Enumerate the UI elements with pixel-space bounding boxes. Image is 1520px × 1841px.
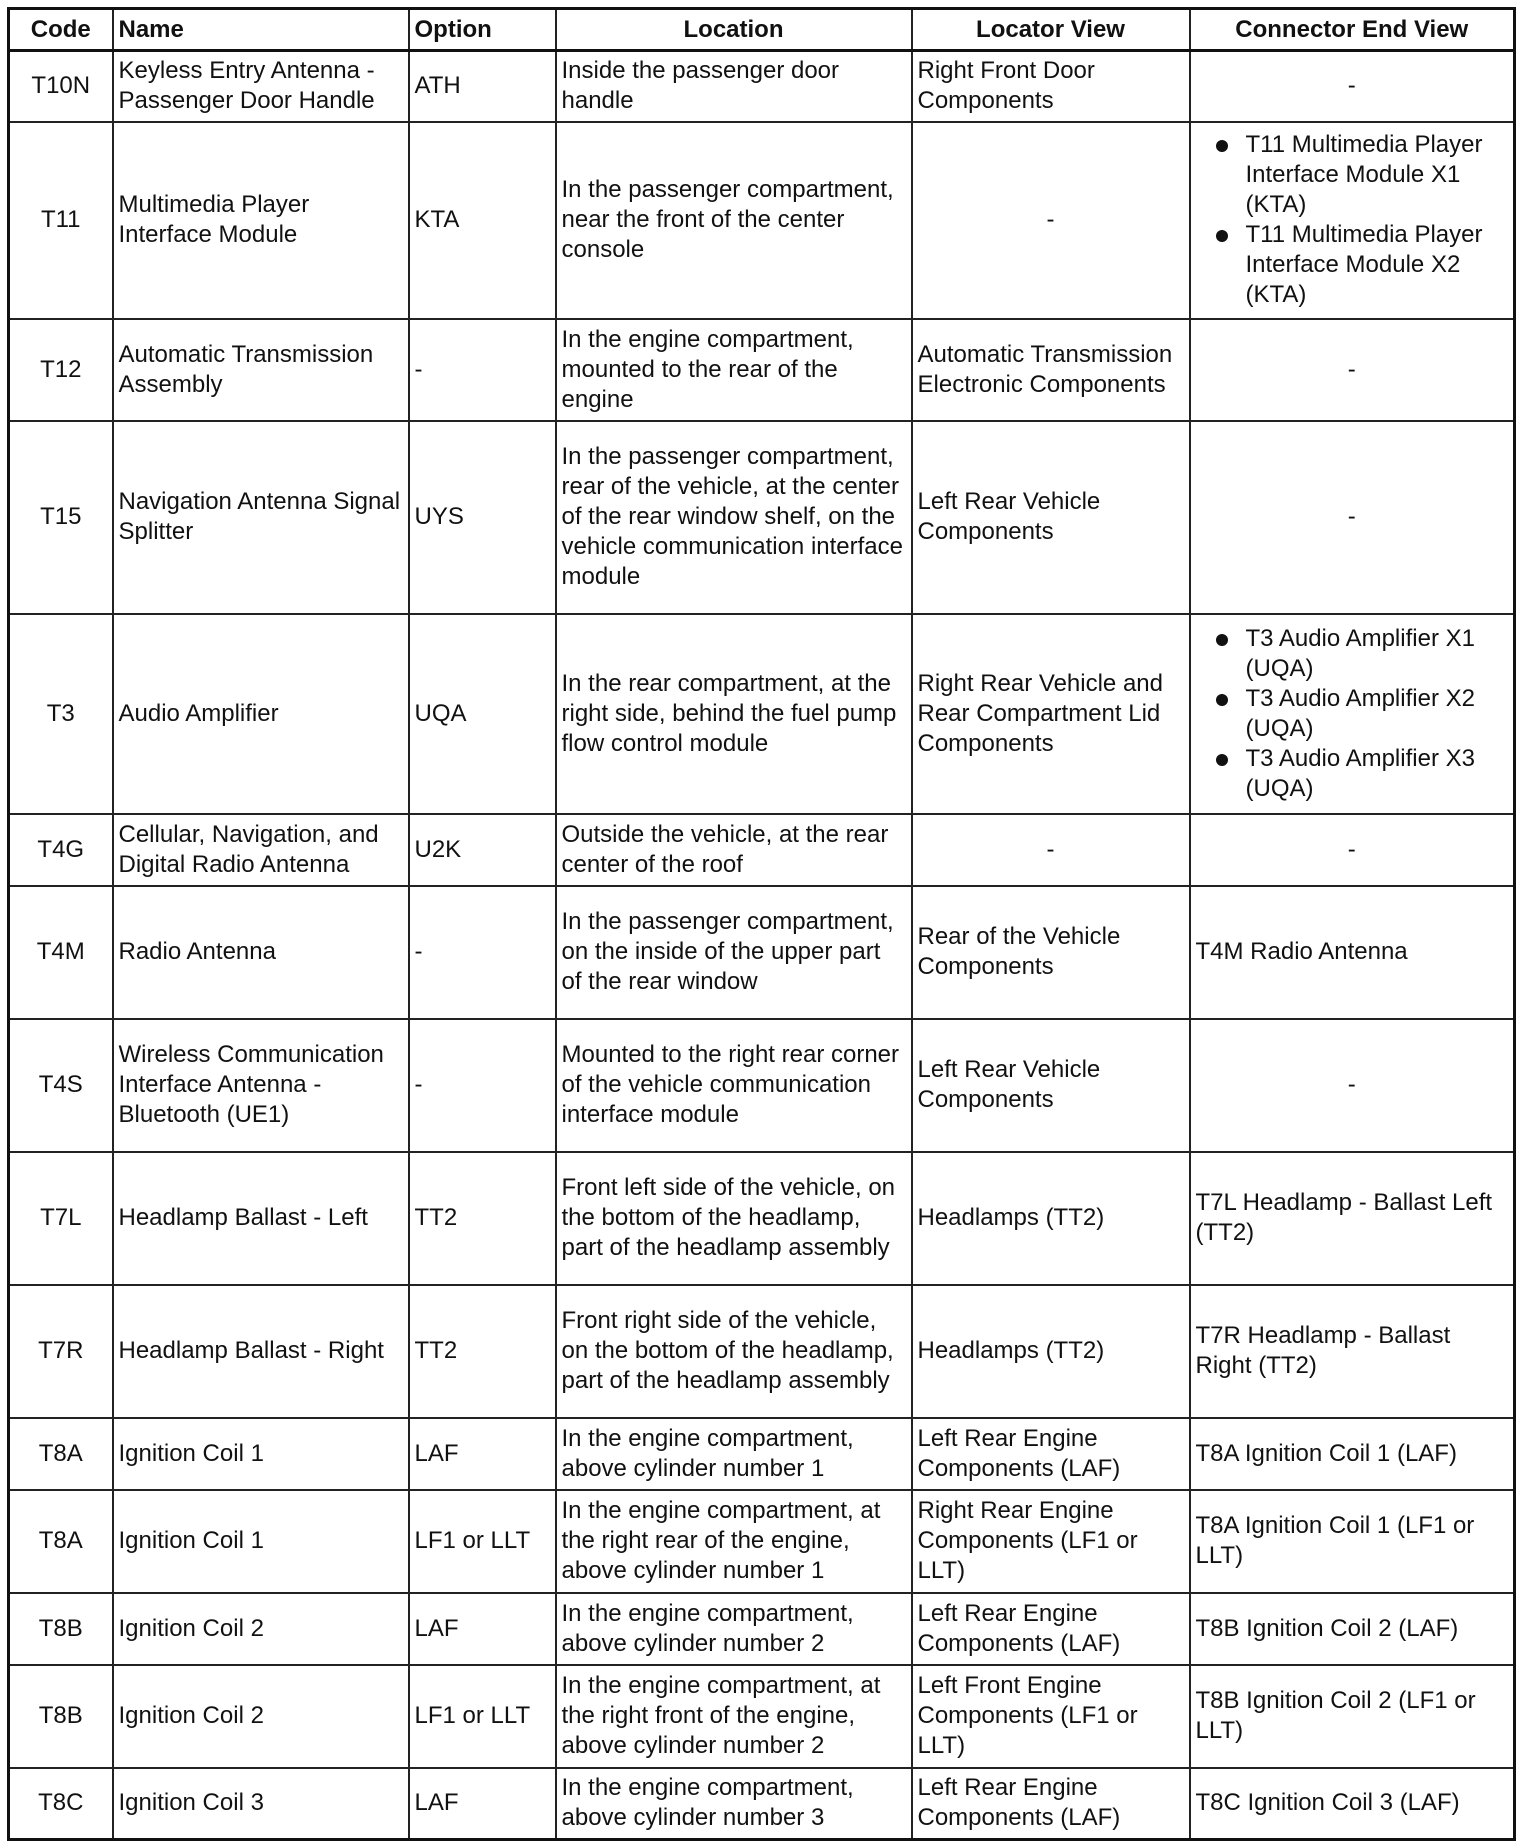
location-cell: Outside the vehicle, at the rear center of the roof <box>556 814 912 886</box>
connector-end-view-cell: - <box>1190 1019 1515 1152</box>
option-cell: LF1 or LLT <box>409 1665 556 1768</box>
table-row <box>9 1665 1515 1768</box>
table-row <box>9 319 1515 421</box>
table-row <box>9 1593 1515 1665</box>
option-cell: ATH <box>409 51 556 122</box>
name-cell: Ignition Coil 3 <box>113 1768 409 1840</box>
connector-end-view-cell <box>1190 614 1515 814</box>
option-cell: TT2 <box>409 1285 556 1418</box>
code-cell: T8B <box>9 1665 113 1768</box>
location-cell: Front left side of the vehicle, on the bottom of the headlamp, part of the headlamp assembly <box>556 1152 912 1285</box>
table-row <box>9 1490 1515 1593</box>
option-cell: LF1 or LLT <box>409 1490 556 1593</box>
connector-list-item[interactable]: T3 Audio Amplifier X3 (UQA) <box>1196 744 1509 804</box>
code-cell: T12 <box>9 319 113 421</box>
table-row <box>9 1768 1515 1840</box>
location-cell: In the passenger compartment, rear of the vehicle, at the center of the rear window shelf, on the vehicle communication interface module <box>556 421 912 614</box>
location-cell: In the engine compartment, above cylinder number 1 <box>556 1418 912 1490</box>
location-cell: In the engine compartment, above cylinder number 2 <box>556 1593 912 1665</box>
connector-end-view-cell: - <box>1190 421 1515 614</box>
connector-end-view-cell[interactable]: T8A Ignition Coil 1 (LAF) <box>1190 1418 1515 1490</box>
locator-view-cell[interactable]: Left Rear Vehicle Components <box>912 421 1190 614</box>
code-cell: T4G <box>9 814 113 886</box>
table-row <box>9 51 1515 122</box>
name-cell: Audio Amplifier <box>113 614 409 814</box>
locator-view-cell[interactable]: Right Rear Vehicle and Rear Compartment Lid Components <box>912 614 1190 814</box>
table-row <box>9 1285 1515 1418</box>
header-row <box>9 9 1515 51</box>
code-cell: T3 <box>9 614 113 814</box>
locator-view-cell[interactable]: Right Rear Engine Components (LF1 or LLT) <box>912 1490 1190 1593</box>
connector-end-view-cell[interactable]: T7R Headlamp - Ballast Right (TT2) <box>1190 1285 1515 1418</box>
location-cell: In the engine compartment, above cylinder number 3 <box>556 1768 912 1840</box>
connector-end-view-cell[interactable]: T8B Ignition Coil 2 (LAF) <box>1190 1593 1515 1665</box>
code-cell: T4M <box>9 886 113 1019</box>
code-cell: T8A <box>9 1490 113 1593</box>
connector-end-view-cell: - <box>1190 814 1515 886</box>
table-row <box>9 1418 1515 1490</box>
name-cell: Ignition Coil 1 <box>113 1490 409 1593</box>
table-row <box>9 421 1515 614</box>
option-cell: - <box>409 1019 556 1152</box>
code-cell: T15 <box>9 421 113 614</box>
locator-view-cell[interactable]: Left Rear Vehicle Components <box>912 1019 1190 1152</box>
name-cell: Ignition Coil 1 <box>113 1418 409 1490</box>
connector-end-view-cell[interactable]: T8C Ignition Coil 3 (LAF) <box>1190 1768 1515 1840</box>
locator-view-cell: - <box>912 814 1190 886</box>
location-column-header: Location <box>556 9 912 51</box>
option-column-header: Option <box>409 9 556 51</box>
option-cell: UQA <box>409 614 556 814</box>
connector-end-view-cell[interactable]: T8A Ignition Coil 1 (LF1 or LLT) <box>1190 1490 1515 1593</box>
table-row <box>9 814 1515 886</box>
code-cell: T8B <box>9 1593 113 1665</box>
location-cell: In the engine compartment, mounted to the rear of the engine <box>556 319 912 421</box>
connector-list <box>1196 624 1509 804</box>
option-cell: - <box>409 319 556 421</box>
option-cell: U2K <box>409 814 556 886</box>
option-cell: LAF <box>409 1768 556 1840</box>
connector-end-view-column-header: Connector End View <box>1190 9 1515 51</box>
name-cell: Keyless Entry Antenna - Passenger Door Handle <box>113 51 409 122</box>
name-cell: Headlamp Ballast - Right <box>113 1285 409 1418</box>
locator-view-cell[interactable]: Right Front Door Components <box>912 51 1190 122</box>
component-table <box>7 7 1516 1841</box>
location-cell: Front right side of the vehicle, on the bottom of the headlamp, part of the headlamp assembly <box>556 1285 912 1418</box>
code-cell: T8A <box>9 1418 113 1490</box>
locator-view-cell[interactable]: Headlamps (TT2) <box>912 1152 1190 1285</box>
locator-view-cell[interactable]: Left Rear Engine Components (LAF) <box>912 1593 1190 1665</box>
locator-view-cell[interactable]: Automatic Transmission Electronic Components <box>912 319 1190 421</box>
location-cell: In the engine compartment, at the right rear of the engine, above cylinder number 1 <box>556 1490 912 1593</box>
name-cell: Automatic Transmission Assembly <box>113 319 409 421</box>
code-cell: T10N <box>9 51 113 122</box>
name-cell: Wireless Communication Interface Antenna - Bluetooth (UE1) <box>113 1019 409 1152</box>
name-cell: Cellular, Navigation, and Digital Radio Antenna <box>113 814 409 886</box>
locator-view-column-header: Locator View <box>912 9 1190 51</box>
table-row <box>9 1019 1515 1152</box>
locator-view-cell[interactable]: Headlamps (TT2) <box>912 1285 1190 1418</box>
location-cell: In the engine compartment, at the right front of the engine, above cylinder number 2 <box>556 1665 912 1768</box>
connector-list-item[interactable]: T11 Multimedia Player Interface Module X1 (KTA) <box>1196 130 1509 220</box>
code-cell: T4S <box>9 1019 113 1152</box>
locator-view-cell[interactable]: Left Front Engine Components (LF1 or LLT) <box>912 1665 1190 1768</box>
option-cell: - <box>409 886 556 1019</box>
locator-view-cell[interactable]: Left Rear Engine Components (LAF) <box>912 1768 1190 1840</box>
connector-list-item[interactable]: T3 Audio Amplifier X2 (UQA) <box>1196 684 1509 744</box>
code-cell: T7R <box>9 1285 113 1418</box>
code-column-header: Code <box>9 9 113 51</box>
location-cell: Inside the passenger door handle <box>556 51 912 122</box>
location-cell: Mounted to the right rear corner of the vehicle communication interface module <box>556 1019 912 1152</box>
locator-view-cell: - <box>912 122 1190 319</box>
code-cell: T8C <box>9 1768 113 1840</box>
location-cell: In the passenger compartment, on the inside of the upper part of the rear window <box>556 886 912 1019</box>
table-row <box>9 614 1515 814</box>
code-cell: T7L <box>9 1152 113 1285</box>
name-cell: Headlamp Ballast - Left <box>113 1152 409 1285</box>
name-cell: Radio Antenna <box>113 886 409 1019</box>
option-cell: LAF <box>409 1418 556 1490</box>
name-cell: Navigation Antenna Signal Splitter <box>113 421 409 614</box>
option-cell: UYS <box>409 421 556 614</box>
connector-list-item[interactable]: T11 Multimedia Player Interface Module X2 (KTA) <box>1196 220 1509 310</box>
connector-list-item[interactable]: T3 Audio Amplifier X1 (UQA) <box>1196 624 1509 684</box>
connector-end-view-cell: - <box>1190 319 1515 421</box>
table-row <box>9 1152 1515 1285</box>
connector-end-view-cell[interactable]: T8B Ignition Coil 2 (LF1 or LLT) <box>1190 1665 1515 1768</box>
option-cell: LAF <box>409 1593 556 1665</box>
code-cell: T11 <box>9 122 113 319</box>
table-row <box>9 886 1515 1019</box>
location-cell: In the passenger compartment, near the front of the center console <box>556 122 912 319</box>
name-cell: Ignition Coil 2 <box>113 1593 409 1665</box>
connector-end-view-cell: - <box>1190 51 1515 122</box>
connector-end-view-cell[interactable]: T7L Headlamp - Ballast Left (TT2) <box>1190 1152 1515 1285</box>
location-cell: In the rear compartment, at the right side, behind the fuel pump flow control module <box>556 614 912 814</box>
option-cell: KTA <box>409 122 556 319</box>
locator-view-cell[interactable]: Left Rear Engine Components (LAF) <box>912 1418 1190 1490</box>
option-cell: TT2 <box>409 1152 556 1285</box>
name-column-header: Name <box>113 9 409 51</box>
table-row <box>9 122 1515 319</box>
name-cell: Ignition Coil 2 <box>113 1665 409 1768</box>
connector-end-view-cell[interactable]: T4M Radio Antenna <box>1190 886 1515 1019</box>
name-cell: Multimedia Player Interface Module <box>113 122 409 319</box>
component-locator-sheet <box>7 7 1513 1841</box>
connector-list <box>1196 130 1509 310</box>
connector-end-view-cell <box>1190 122 1515 319</box>
locator-view-cell[interactable]: Rear of the Vehicle Components <box>912 886 1190 1019</box>
